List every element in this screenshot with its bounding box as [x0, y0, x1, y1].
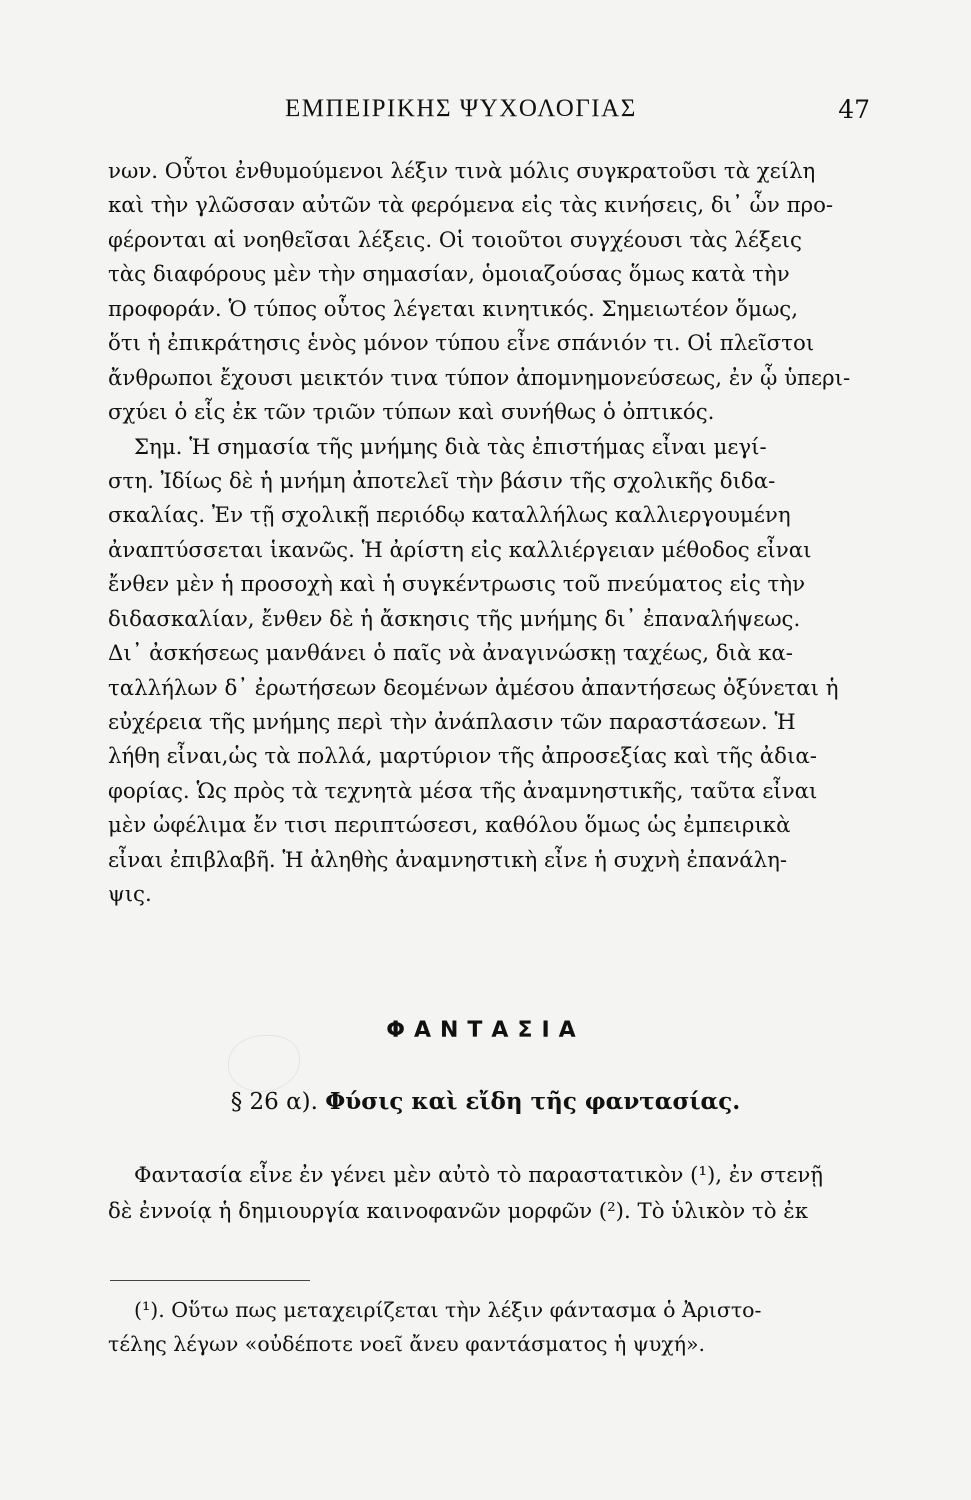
running-title: ΕΜΠΕΙΡΙΚΗΣ ΨΥΧΟΛΟΓΙΑΣ [285, 95, 637, 122]
text-line: διδασκαλίαν, ἔνθεν δὲ ἡ ἄσκησις τῆς μνήμης δι᾽ ἐπαναλήψεως. [108, 606, 801, 632]
text-line: Φαντασία εἶνε ἐν γένει μὲν αὐτὸ τὸ παραστατικὸν (¹), ἐν στενῇ [134, 1163, 824, 1188]
section-title: ΦΑΝΤΑΣΙΑ [386, 1018, 585, 1043]
text-line: φορίας. Ὡς πρὸς τὰ τεχνητὰ μέσα τῆς ἀναμνηστικῆς, ταῦτα εἶναι [108, 778, 818, 804]
text-line: εὐχέρεια τῆς μνήμης περὶ τὴν ἀνάπλασιν τῶν παραστάσεων. Ἡ [108, 710, 796, 735]
note-line: Σημ. Ἡ σημασία τῆς μνήμης διὰ τὰς ἐπιστήμας εἶναι μεγί- [134, 434, 767, 460]
page-header [110, 95, 870, 135]
text-line: Δι᾽ ἀσκήσεως μανθάνει ὁ παῖς νὰ ἀναγινώσκῃ ταχέως, διὰ κα- [108, 641, 793, 667]
footnote-line: (¹). Οὕτω πως μεταχειρίζεται τὴν λέξιν φάντασμα ὁ Ἀριστο- [134, 1298, 762, 1322]
text-line: ὅτι ἡ ἐπικράτησις ἑνὸς μόνον τύπου εἶνε σπάνιόν τι. Οἱ πλεῖστοι [108, 331, 815, 357]
subsection-heading [0, 1088, 971, 1115]
text-line: λήθη εἶναι,ὡς τὰ πολλά, μαρτύριον τῆς ἀπροσεξίας καὶ τῆς ἀδια- [108, 744, 817, 770]
text-line: νων. Οὗτοι ἐνθυμούμενοι λέξιν τινὰ μόλις συγκρατοῦσι τὰ χείλη [108, 159, 816, 184]
body-text [108, 155, 868, 913]
text-line: ταλλήλων δ᾽ ἐρωτήσεων δεομένων ἀμέσου ἀπαντήσεως ὀξύνεται ἡ [108, 675, 839, 701]
text-line: καὶ τὴν γλῶσσαν αὐτῶν τὰ φερόμενα εἰς τὰς κινήσεις, δι᾽ ὧν προ- [108, 193, 834, 219]
section-intro-text [108, 1158, 868, 1230]
subsection-number: § 26 α). [230, 1089, 318, 1115]
text-line: ψις. [108, 882, 152, 908]
text-line: σκαλίας. Ἐν τῇ σχολικῇ περιόδῳ καταλλήλως καλλιεργουμένη [108, 503, 791, 529]
text-line: προφοράν. Ὁ τύπος οὗτος λέγεται κινητικός. Σημειωτέον ὅμως, [108, 296, 799, 322]
page-number: 47 [838, 95, 870, 124]
text-line: σχύει ὁ εἷς ἐκ τῶν τριῶν τύπων καὶ συνήθως ὁ ὀπτικός. [108, 400, 715, 426]
text-line: δὲ ἐννοίᾳ ἡ δημιουργία καινοφανῶν μορφῶν (²). Τὸ ὑλικὸν τὸ ἐκ [108, 1199, 809, 1224]
text-line: ἔνθεν μὲν ἡ προσοχὴ καὶ ἡ συγκέντρωσις τοῦ πνεύματος εἰς τὴν [108, 572, 806, 598]
text-line: ἄνθρωποι ἔχουσι μεικτόν τινα τύπον ἀπομνημονεύσεως, ἐν ᾧ ὑπερι- [108, 365, 851, 391]
text-line: ἀναπτύσσεται ἱκανῶς. Ἡ ἀρίστη εἰς καλλιέργειαν μέθοδος εἶναι [108, 537, 812, 563]
text-line: τὰς διαφόρους μὲν τὴν σημασίαν, ὁμοιαζούσας ὅμως κατὰ τὴν [108, 262, 790, 288]
footnote [108, 1293, 868, 1361]
subsection-title: Φύσις καὶ εἴδη τῆς φαντασίας. [325, 1088, 741, 1115]
text-line: εἶναι ἐπιβλαβῆ. Ἡ ἀληθὴς ἀναμνηστικὴ εἶνε ἡ συχνὴ ἐπανάλη- [108, 847, 788, 873]
footnote-divider [110, 1280, 310, 1281]
text-line: φέρονται αἱ νοηθεῖσαι λέξεις. Οἱ τοιοῦτοι συγχέουσι τὰς λέξεις [108, 227, 802, 253]
text-line: μὲν ὠφέλιμα ἔν τισι περιπτώσεσι, καθόλου ὅμως ὡς ἐμπειρικὰ [108, 813, 791, 839]
footnote-line: τέλης λέγων «οὐδέποτε νοεῖ ἄνευ φαντάσματος ἡ ψυχή». [108, 1332, 706, 1356]
text-line: στη. Ἰδίως δὲ ἡ μνήμη ἀποτελεῖ τὴν βάσιν τῆς σχολικῆς διδα- [108, 468, 776, 494]
paper-stain [228, 1035, 300, 1092]
